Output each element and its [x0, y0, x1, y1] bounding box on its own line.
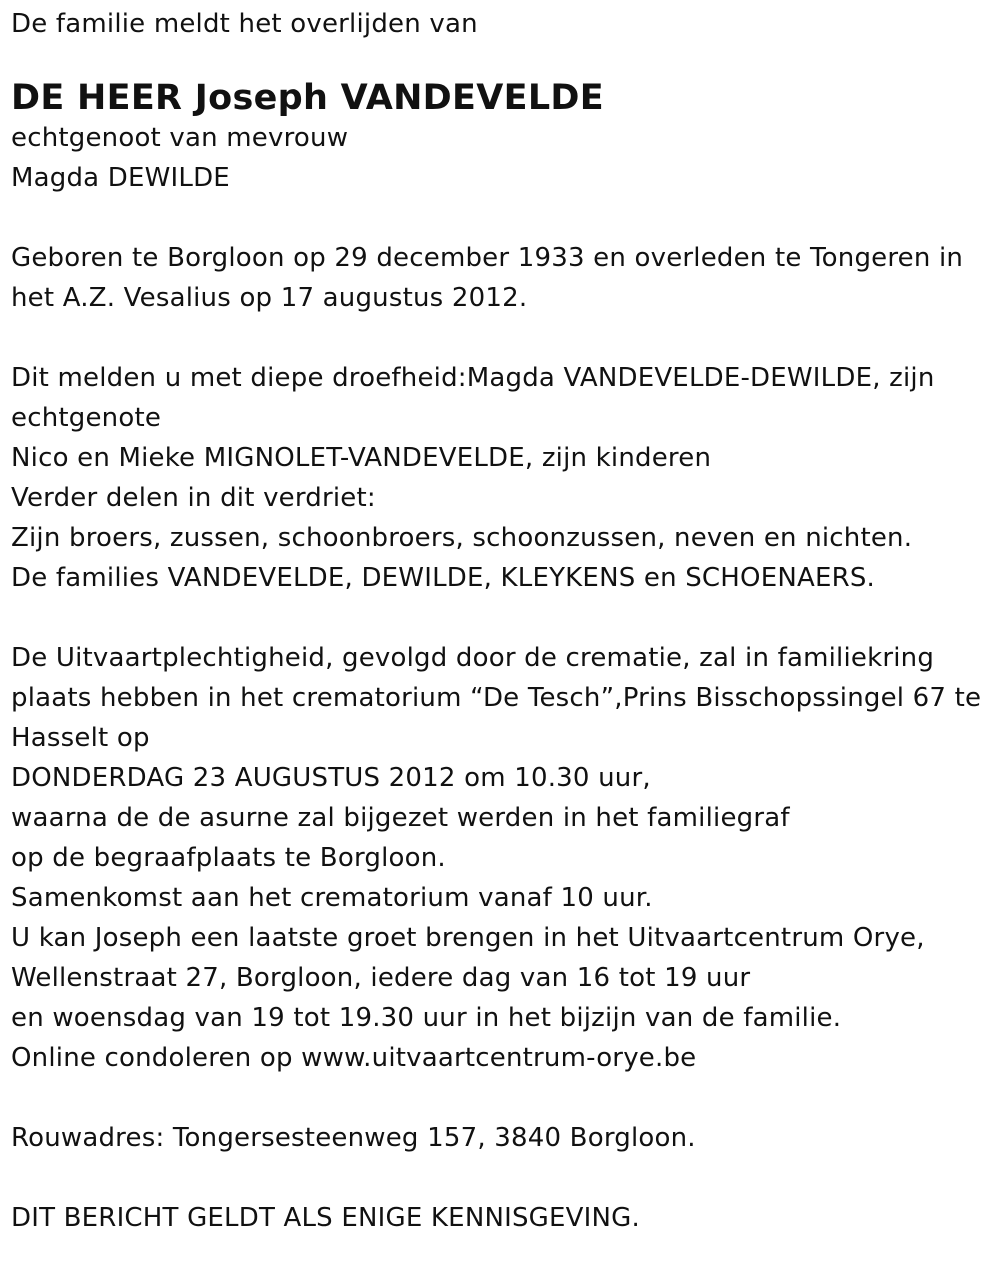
text-line: en woensdag van 19 tot 19.30 uur in het bijzijn van de familie.: [11, 1003, 842, 1033]
text-line: U kan Joseph een laatste groet brengen in het Uitvaartcentrum Orye,: [11, 923, 925, 953]
condolence-website: Online condoleren op www.uitvaartcentrum-orye.be: [11, 1043, 697, 1073]
text-line: waarna de de asurne zal bijgezet werden in het familiegraf: [11, 803, 790, 833]
deceased-name: DE HEER Joseph VANDEVELDE: [11, 78, 604, 118]
text-line: Zijn broers, zussen, schoonbroers, schoonzussen, neven en nichten.: [11, 523, 913, 553]
text-line: het A.Z. Vesalius op 17 augustus 2012.: [11, 283, 528, 313]
mourning-address: Rouwadres: Tongersesteenweg 157, 3840 Borgloon.: [11, 1123, 696, 1153]
text-line: De Uitvaartplechtigheid, gevolgd door de crematie, zal in familiekring: [11, 643, 935, 673]
text-line: Wellenstraat 27, Borgloon, iedere dag van 16 tot 19 uur: [11, 963, 751, 993]
text-line: De families VANDEVELDE, DEWILDE, KLEYKENS en SCHOENAERS.: [11, 563, 876, 593]
text-line: Hasselt op: [11, 723, 150, 753]
closing-notice: DIT BERICHT GELDT ALS ENIGE KENNISGEVING.: [11, 1203, 640, 1233]
text-line: Nico en Mieke MIGNOLET-VANDEVELDE, zijn kinderen: [11, 443, 712, 473]
spouse-line: echtgenoot van mevrouw: [11, 123, 349, 153]
text-line: plaats hebben in het crematorium “De Tesch”,Prins Bisschopssingel 67 te: [11, 683, 982, 713]
obituary-document: [11, 4, 989, 1238]
spouse-name: Magda DEWILDE: [11, 163, 230, 193]
ceremony-date: DONDERDAG 23 AUGUSTUS 2012 om 10.30 uur,: [11, 763, 651, 793]
text-line: Verder delen in dit verdriet:: [11, 483, 376, 513]
birth-death-paragraph: [11, 238, 989, 318]
ceremony-paragraph: [11, 638, 989, 1078]
text-line: op de begraafplaats te Borgloon.: [11, 843, 446, 873]
intro-line: De familie meldt het overlijden van: [11, 9, 478, 39]
text-line: Dit melden u met diepe droefheid:Magda VANDEVELDE-DEWILDE, zijn: [11, 363, 935, 393]
mourners-paragraph: [11, 358, 989, 598]
text-line: Samenkomst aan het crematorium vanaf 10 uur.: [11, 883, 653, 913]
text-line: Geboren te Borgloon op 29 december 1933 en overleden te Tongeren in: [11, 243, 964, 273]
text-line: echtgenote: [11, 403, 162, 433]
